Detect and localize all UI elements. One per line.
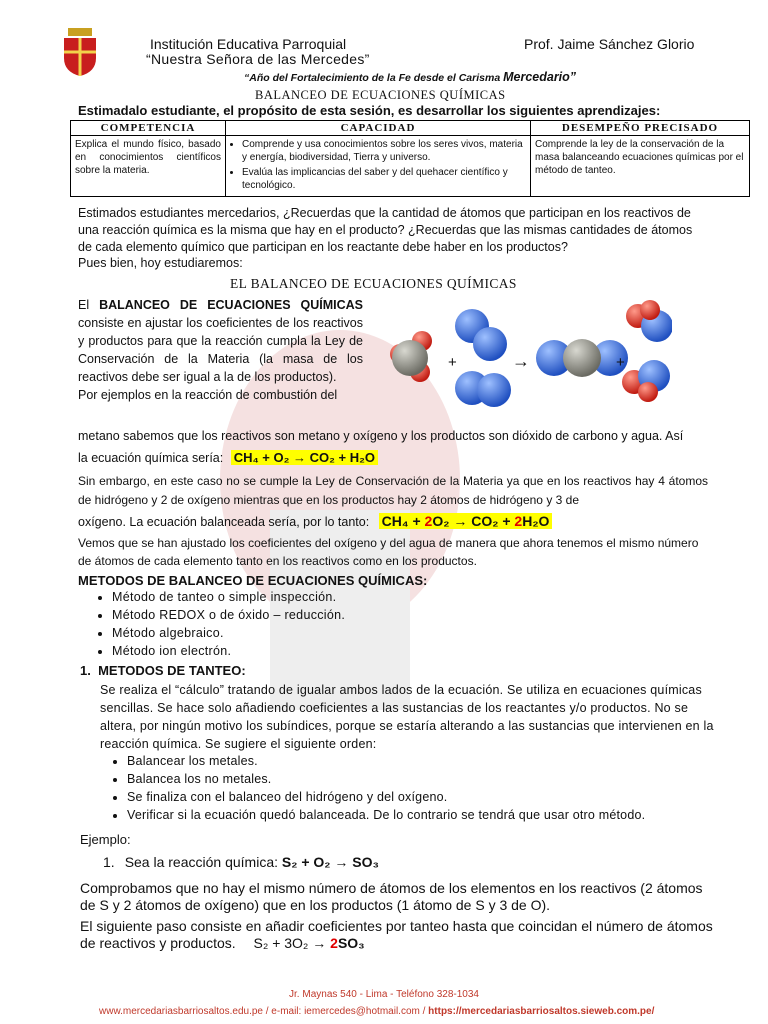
tanteo-step: • Balancear los metales. xyxy=(127,752,645,770)
section-title: EL BALANCEO DE ECUACIONES QUÍMICAS xyxy=(230,276,517,291)
definition-rest: consiste en ajustar los coeficientes de los reactivos y productos para que la reacción cumpla la Ley de Conservación de la Materia (la masa de los reactivos debe ser igual a la de los productos). xyxy=(78,316,363,384)
plus-sign-2: + xyxy=(616,354,625,371)
balanced-coef-2: 2 xyxy=(514,513,523,529)
tanteo-paragraph: Se realiza el “cálculo” tratando de igualar ambos lados de la ecuación. Se utiliza en ecuaciones químicas sencillas. Se hace solo añadiendo coeficientes a las sustancias de los reactantes y/o productos. No se altera, por ningún motivo los subíndices, porque se estaría alterando a las sustancias que intervienen en la reacción química. Se sugiere el siguiente orden: xyxy=(100,683,714,751)
molecule-illustration xyxy=(372,296,672,426)
method-item: • Método REDOX o de óxido – reducción. xyxy=(112,606,345,624)
final-equation xyxy=(254,935,365,951)
final-eq-part-b: SO₃ xyxy=(337,935,365,951)
competency-table xyxy=(70,120,750,197)
capacidad-item: • Comprende y usa conocimientos sobre los seres vivos, materia y energía, biodiversidad, Tierra y universo. xyxy=(242,138,526,164)
method-item: • Método de tanteo o simple inspección. xyxy=(112,588,345,606)
footer-site: www.mercedariasbarriosaltos.edu.pe / e-mail: iemercedes@hotmail.com / xyxy=(99,1006,429,1017)
motto-text: Año del Fortalecimiento de la Fe desde el Carisma xyxy=(249,72,501,84)
motto-quote: “ xyxy=(244,72,250,84)
tanteo-steps xyxy=(100,752,645,824)
purpose-line: Estimadalo estudiante, el propósito de esta sesión, es desarrollar los siguientes aprendizajes: xyxy=(78,103,661,118)
final-eq-part-a: S₂ + 3O₂ → xyxy=(253,935,331,951)
method-item: • Método ion electrón. xyxy=(112,642,345,660)
definition-term: BALANCEO DE ECUACIONES QUÍMICAS xyxy=(99,298,363,312)
example-line-b: metano sabemos que los reactivos son metano y oxígeno y los productos son dióxido de carbono y agua. Así xyxy=(78,429,684,443)
tanteo-step: • Se finaliza con el balanceo del hidrógeno y del oxígeno. xyxy=(127,788,645,806)
footer-link[interactable]: https://mercedariasbarriosaltos.sieweb.com.pe/ xyxy=(428,1006,655,1017)
balance-paragraph: Sin embargo, en este caso no se cumple la Ley de Conservación de la Materia ya que en los reactivos hay 4 átomos de hidrógeno y 2 de oxígeno mientras que en los productos hay 2 átomos de hidrógeno y 3 de xyxy=(78,474,708,507)
next-step-paragraph xyxy=(80,918,720,952)
header-capacidad: CAPACIDAD xyxy=(226,121,531,136)
balanced-part-1: CH₄ + xyxy=(381,513,425,529)
example-step-equation: S₂ + O₂ → SO₃ xyxy=(281,854,379,870)
example-label: Ejemplo: xyxy=(80,832,131,847)
balanced-part-3: H₂O xyxy=(522,513,550,529)
institution-name: Institución Educativa Parroquial xyxy=(150,36,347,52)
cell-capacidad xyxy=(226,136,531,197)
cell-desempeno: Comprende la ley de la conservación de la masa balanceando ecuaciones químicas por el método de tanteo. xyxy=(531,136,750,197)
methods-title: METODOS DE BALANCEO DE ECUACIONES QUÍMICAS: xyxy=(78,573,428,588)
footer-contact xyxy=(99,1006,654,1017)
footer-address: Jr. Maynas 540 - Lima - Teléfono 328-1034 xyxy=(289,989,479,1000)
teacher-name: Prof. Jaime Sánchez Glorio xyxy=(524,36,695,52)
methods-list xyxy=(78,588,345,660)
document-title: BALANCEO DE ECUACIONES QUÍMICAS xyxy=(255,88,506,102)
definition-paragraph xyxy=(78,296,363,404)
motto xyxy=(244,70,576,84)
intro-close: Pues bien, hoy estudiaremos: xyxy=(78,256,243,270)
cell-competencia: Explica el mundo físico, basado en conocimientos científicos sobre la materia. xyxy=(71,136,226,197)
reaction-arrow: → xyxy=(512,351,530,371)
method-item: • Método algebraico. xyxy=(112,624,345,642)
capacidad-item: • Evalúa las implicancias del saber y del quehacer científico y tecnológico. xyxy=(242,166,526,192)
equation-lead: la ecuación química sería: xyxy=(78,451,224,465)
tanteo-step: • Verificar si la ecuación quedó balanceada. De lo contrario se tendrá que usar otro método. xyxy=(127,806,645,824)
balanced-part-2: O₂ → CO₂ + xyxy=(432,513,515,529)
school-logo xyxy=(62,28,98,76)
definition-lead: El xyxy=(78,298,100,312)
unbalanced-equation: CH₄ + O₂ → CO₂ + H₂O xyxy=(231,450,378,465)
balanced-line xyxy=(78,513,552,529)
example-step-number: 1. xyxy=(103,854,115,870)
tanteo-step: • Balancea los no metales. xyxy=(127,770,645,788)
motto-end: Mercedario” xyxy=(503,70,577,84)
balanced-equation xyxy=(379,513,553,529)
balanced-lead: oxígeno. La ecuación balanceada sería, por lo tanto: xyxy=(78,515,370,529)
plus-sign-1: + xyxy=(448,354,457,371)
intro-paragraph: Estimados estudiantes mercedarios, ¿Recuerdas que la cantidad de átomos que participan en los reactivos de una reacción química es la misma que hay en el producto? ¿Recuerdas que las mismas cantidades de átomos de cada elemento químico que participan en los reactante debe haber en los productos? xyxy=(78,206,693,254)
example-step-text: Sea la reacción química: xyxy=(124,854,278,870)
example-step xyxy=(103,854,379,870)
check-paragraph: Comprobamos que no hay el mismo número de átomos de los elementos en los reactivos (2 átomos de S y 2 átomos de oxígeno) que en los productos (1 átomo de S y 3 de O). xyxy=(80,880,703,913)
balanced-coef-1: 2 xyxy=(424,513,433,529)
adjust-paragraph: Vemos que se han ajustado los coeficientes del oxígeno y del agua de manera que ahora tenemos el mismo número de átomos de cada elemento tanto en los reactivos como en los productos. xyxy=(78,536,699,568)
header-desempeno: DESEMPEÑO PRECISADO xyxy=(531,121,750,136)
header-competencia: COMPETENCIA xyxy=(71,121,226,136)
final-eq-coef: 2 xyxy=(330,935,338,951)
parish-name: “Nuestra Señora de las Mercedes” xyxy=(146,51,370,67)
next-step-text: El siguiente paso consiste en añadir coeficientes por tanteo hasta que coincidan el número de átomos de reactivos y productos. xyxy=(80,918,713,951)
example-line-a: Por ejemplos en la reacción de combustión del xyxy=(78,388,338,402)
equation-line xyxy=(78,450,378,465)
tanteo-title: 1. METODOS DE TANTEO: xyxy=(80,663,246,678)
